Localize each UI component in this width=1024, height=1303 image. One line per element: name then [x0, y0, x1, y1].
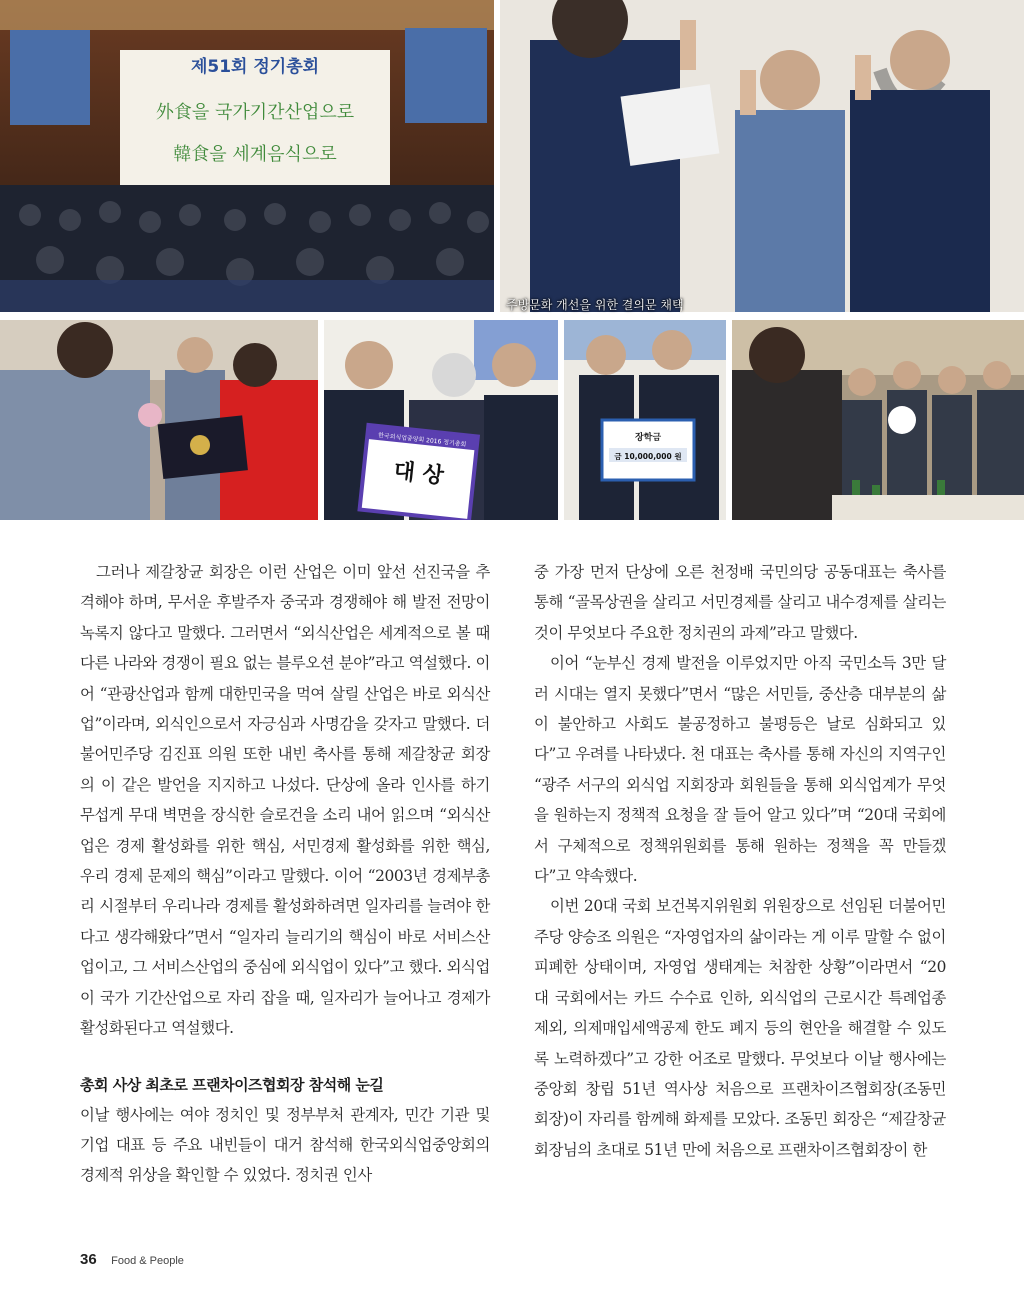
banner-slogan-1: 外食을 국가기간산업으로: [155, 102, 355, 123]
article-column-left: [80, 557, 490, 1191]
article-paragraph: 이어 “눈부신 경제 발전을 이루었지만 아직 국민소득 3만 달러 시대는 열지 못했다”면서 “많은 서민들, 중산층 대부분의 삶이 불안하고 사회도 불공정하고 불평등은 날로 심화되고 있다”고 우려를 나타냈다. 천 대표는 축사를 통해 자신의 지역구인 “광주 서구의 외식업 지회장과 회원들을 통해 외식업계가 무엇을 원하는지 정책적 요청을 잘 들어 알고 있다”며 “20대 국회에서 구체적으로 정책위원회를 통해 원하는 정책을 꼭 만들겠다”고 약속했다.: [534, 654, 946, 886]
photo-dinner-toast: [732, 320, 1024, 520]
photo-scholarship: [564, 320, 726, 520]
banner-title: 제51회 정기총회: [190, 57, 320, 77]
article-paragraph: 이번 20대 국회 보건복지위원회 위원장으로 선임된 더불어민주당 양승조 의원은 “자영업자의 삶이라는 게 이루 말할 수 없이 피폐한 상태이며, 자영업 생태계는 처참한 상황”이라면서 “20대 국회에서는 카드 수수료 인하, 외식업의 근로시간 특례업종 제외, 의제매입세액공제 한도 폐지 등의 현안을 해결할 수 있도록 노력하겠다”고 강한 어조로 말했다. 무엇보다 이날 행사에는 중앙회 창립 51년 역사상 처음으로 프랜차이즈협회장(조동민 회장)이 자리를 함께해 화제를 모았다. 조동민 회장은 “제갈창균 회장님의 초대로 51년 만에 처음으로 프랜차이즈협회장이 한: [534, 897, 946, 1159]
page-footer: [80, 1251, 184, 1269]
photo-caption: 주방문화 개선을 위한 결의문 채택: [506, 298, 684, 312]
article-column-right: [534, 557, 946, 1165]
check-amount: 금 10,000,000 원: [614, 452, 682, 461]
article-subheading: 총회 사상 최초로 프랜차이즈협회장 참석해 눈길: [80, 1075, 384, 1094]
placard-title: 대 상: [392, 458, 445, 490]
page-number: 36: [80, 1251, 97, 1268]
photo-general-assembly-hall: [0, 0, 494, 312]
magazine-name: Food & People: [111, 1255, 184, 1267]
placard-header: 한국외식업중앙회 2016 정기총회: [377, 432, 467, 449]
check-title: 장학금: [634, 433, 662, 443]
article-paragraph: 중 가장 먼저 단상에 오른 천정배 국민의당 공동대표는 축사를 통해 “골목상권을 살리고 서민경제를 살리고 내수경제를 살리는 것이 무엇보다 주요한 정치권의 과제”라고 말했다.: [534, 563, 946, 642]
photo-award-presentation: [0, 320, 318, 520]
banner-slogan-2: 韓食을 세계음식으로: [173, 144, 337, 165]
article-paragraph: 이날 행사에는 여야 정치인 및 정부부처 관계자, 민간 기관 및 기업 대표 등 주요 내빈들이 대거 참석해 한국외식업중앙회의 경제적 위상을 확인할 수 있었다. 정치권 인사: [80, 1105, 490, 1185]
photo-grand-prize: [324, 320, 558, 520]
article-paragraph: 그러나 제갈창균 회장은 이런 산업은 이미 앞선 선진국을 추격해야 하며, 무서운 후발주자 중국과 경쟁해야 해 발전 전망이 녹록지 않다고 말했다. 그러면서 “외식산업은 세계적으로 볼 때 다른 나라와 경쟁이 필요 없는 블루오션 분야”라고 역설했다. 이어 “관광산업과 함께 대한민국을 먹여 살릴 산업은 바로 외식산업”이라며, 외식인으로서 자긍심과 사명감을 갖자고 말했다. 더불어민주당 김진표 의원 또한 내빈 축사를 통해 제갈창균 회장의 이 같은 발언을 지지하고 나섰다. 단상에 올라 인사를 하기 무섭게 무대 벽면을 장식한 슬로건을 소리 내어 읽으며 “외식산업은 경제 활성화를 위한 핵심, 서민경제 활성화를 위한 핵심, 우리 경제 문제의 핵심”이라고 말했다. 이어 “2003년 경제부총리 시절부터 우리나라 경제를 활성화하려면 일자리를 늘려야 한다고 생각해왔다”면서 “일자리 늘리기의 핵심이 바로 서비스산업이고, 그 서비스산업의 중심에 외식업이 있다”고 했다. 외식업이 국가 기간산업으로 자리 잡을 때, 일자리가 늘어나고 경제가 활성화된다고 역설했다.: [80, 563, 490, 1038]
photo-resolution-adoption: [500, 0, 1024, 312]
